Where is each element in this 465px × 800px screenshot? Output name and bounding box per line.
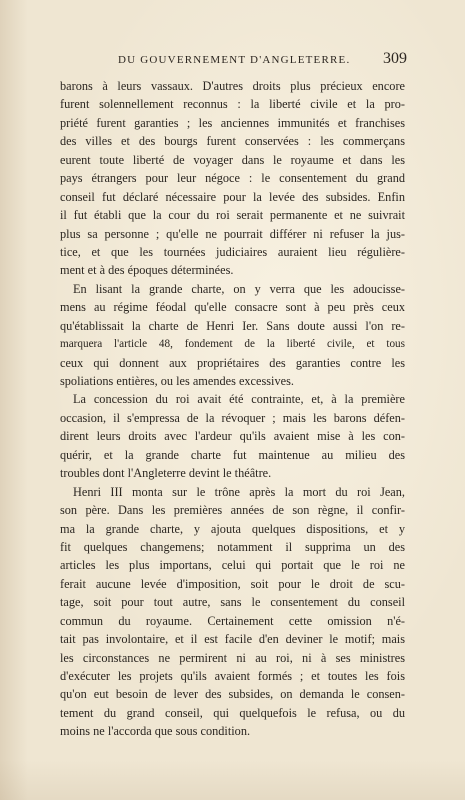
- text-line: furent solennellement reconnus : la liberté civile et la pro-: [60, 97, 405, 112]
- text-line: il fut établi que la cour du roi serait permanente et ne suivrait: [60, 208, 405, 223]
- text-line: marquera l'article 48, fondement de la liberté civile, et tous: [60, 338, 405, 351]
- text-line: qu'on eut besoin de lever des subsides, on demanda le consen-: [60, 687, 405, 702]
- text-line: fit quelques changemens; notamment il supprima un des: [60, 539, 405, 554]
- text-line: occasion, il s'empressa de la révoquer ; mais les barons défen-: [60, 410, 405, 425]
- text-line: pays étrangers pour leur négoce : le consentement du grand: [60, 171, 405, 186]
- text-line: eurent toute liberté de voyager dans le royaume et dans les: [60, 152, 405, 167]
- running-title: DU GOUVERNEMENT D'ANGLETERRE.: [118, 54, 351, 66]
- text-line: conseil fut déclaré nécessaire pour la levée des subsides. Enfin: [60, 189, 405, 204]
- text-line: les circonstances ne permirent ni au roi, ni à ses ministres: [60, 650, 405, 665]
- text-line: son père. Dans les premières années de son règne, il confir-: [60, 503, 405, 518]
- text-line: qu'établissait la charte de Henri Ier. Sans doute aussi l'on re-: [60, 318, 405, 333]
- text-line: articles les plus importans, celui qui portait que le roi ne: [60, 558, 405, 573]
- text-line: des villes et des bourgs furent conservées : les commerçans: [60, 134, 405, 149]
- text-line: ceux qui donnent aux propriétaires des garanties contre les: [60, 355, 405, 370]
- text-line: tage, soit pour tout autre, sans le consentement du conseil: [60, 595, 405, 610]
- text-line: Henri III monta sur le trône après la mort du roi Jean,: [73, 484, 405, 499]
- text-line: tice, et que les tournées judiciaires auraient lieu régulière-: [60, 244, 405, 259]
- text-line: mens au régime féodal qu'elle consacre sont à peu près ceux: [60, 300, 405, 315]
- text-line: quérir, et la grande charte fut maintenue au milieu des: [60, 447, 405, 462]
- text-line: La concession du roi avait été contrainte, et, à la première: [73, 392, 405, 407]
- text-line: ma la grande charte, y ajouta quelques dispositions, et y: [60, 521, 405, 536]
- text-line: barons à leurs vassaux. D'autres droits plus précieux encore: [60, 79, 405, 93]
- text-line: d'exécuter les projets qu'ils avaient formés ; et toutes les fois: [60, 669, 405, 683]
- text-line: spoliations entières, ou les amendes excessives.: [60, 374, 294, 388]
- text-line: priété furent garanties ; les anciennes immunités et franchises: [60, 115, 405, 130]
- text-line: ferait aucune levée d'imposition, soit pour le droit de scu-: [60, 576, 405, 591]
- page-number: 309: [383, 50, 407, 67]
- text-line: dirent leurs droits avec l'ardeur qu'ils avaient mise à les con-: [60, 429, 405, 444]
- page-edge-shading: [0, 760, 465, 800]
- text-line: En lisant la grande charte, on y verra que les adoucisse-: [73, 281, 405, 296]
- running-header: [0, 52, 465, 72]
- body-text: [60, 77, 405, 741]
- text-line: troubles dont l'Angleterre devint le théâtre.: [60, 466, 272, 481]
- text-line: plus sa personne ; qu'elle ne pourrait différer ni refuser la jus-: [60, 226, 405, 241]
- text-line: ment et à des époques déterminées.: [60, 263, 234, 278]
- text-line: commun du royaume. Certainement cette omission n'é-: [60, 613, 405, 628]
- text-line: tement du grand conseil, qui quelquefois le refusa, ou du: [60, 705, 405, 720]
- text-line: moins ne l'accorda que sous condition.: [60, 724, 251, 739]
- text-line: tait pas involontaire, et il est facile d'en deviner le motif; mais: [60, 632, 405, 647]
